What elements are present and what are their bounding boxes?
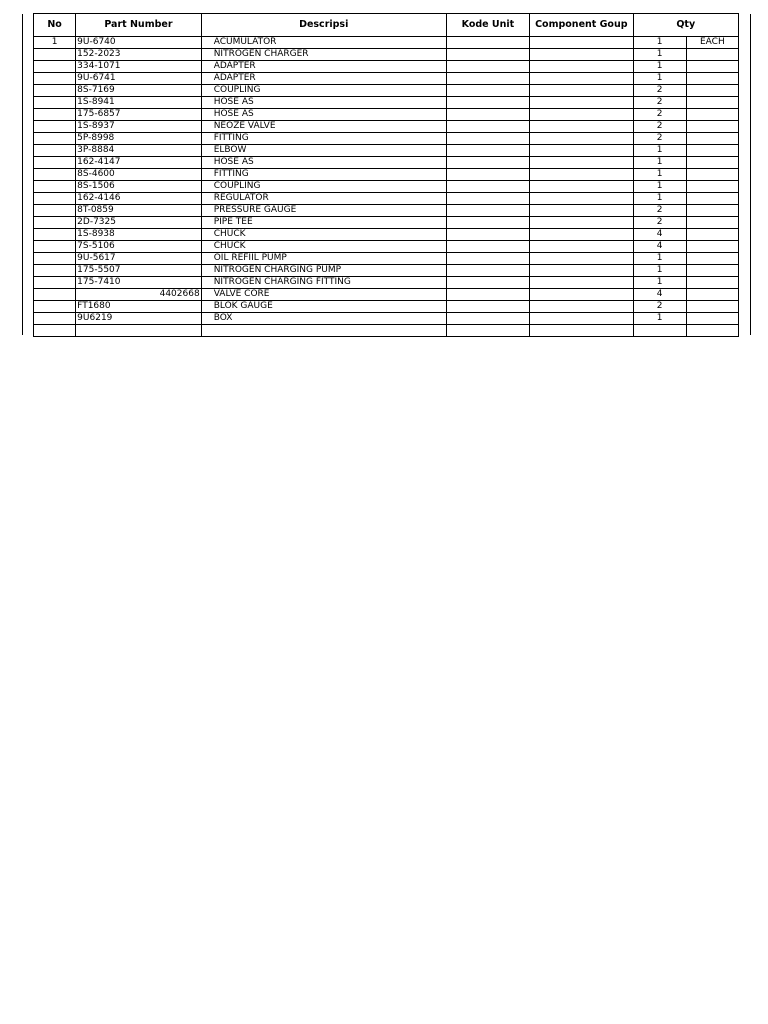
cell-uom: [686, 229, 738, 241]
cell-qty: 2: [633, 217, 686, 229]
cell-component-group: [530, 289, 633, 301]
header-no: No: [34, 14, 76, 37]
cell-part-number: 8S-4600: [76, 169, 202, 181]
table-row: [34, 193, 739, 205]
table-header-row: [34, 14, 739, 37]
table-row: [34, 97, 739, 109]
table-row: [34, 265, 739, 277]
parts-table: [33, 13, 739, 337]
cell-uom: [686, 205, 738, 217]
cell-uom: [686, 241, 738, 253]
cell-description: CHUCK: [201, 229, 446, 241]
cell-kode-unit: [446, 313, 529, 325]
cell-uom: [686, 289, 738, 301]
cell-description: FITTING: [201, 133, 446, 145]
cell-component-group: [530, 37, 633, 49]
cell-description: CHUCK: [201, 241, 446, 253]
cell-part-number: 9U-5617: [76, 253, 202, 265]
page-border-right: [750, 14, 751, 335]
cell-part-number: 8S-1506: [76, 181, 202, 193]
cell-no: [34, 241, 76, 253]
cell-uom: [686, 313, 738, 325]
cell-kode-unit: [446, 253, 529, 265]
cell-part-number: 8S-7169: [76, 85, 202, 97]
table-row: [34, 289, 739, 301]
cell-kode-unit: [446, 241, 529, 253]
cell-no: [34, 277, 76, 289]
cell-no: [34, 121, 76, 133]
cell-qty: 4: [633, 241, 686, 253]
header-part-number: Part Number: [76, 14, 202, 37]
cell-description: OIL REFIIL PUMP: [201, 253, 446, 265]
cell-no: [34, 97, 76, 109]
cell-component-group: [530, 205, 633, 217]
cell-description: NITROGEN CHARGING PUMP: [201, 265, 446, 277]
cell-description: BLOK GAUGE: [201, 301, 446, 313]
cell-component-group: [530, 169, 633, 181]
cell-kode-unit: [446, 73, 529, 85]
cell-qty: 2: [633, 109, 686, 121]
cell-part-number: 175-6857: [76, 109, 202, 121]
header-description: Descripsi: [201, 14, 446, 37]
cell-component-group: [530, 133, 633, 145]
cell-qty: 1: [633, 253, 686, 265]
cell-component-group: [530, 157, 633, 169]
cell-kode-unit: [446, 229, 529, 241]
cell-component-group: [530, 61, 633, 73]
cell-part-number: 175-7410: [76, 277, 202, 289]
cell-qty: 1: [633, 49, 686, 61]
cell-part-number: 334-1071: [76, 61, 202, 73]
cell-qty: 1: [633, 169, 686, 181]
cell-no: [34, 181, 76, 193]
cell-part-number: 4402668: [76, 289, 202, 301]
cell-description: ELBOW: [201, 145, 446, 157]
cell-component-group: [530, 121, 633, 133]
cell-no: [34, 61, 76, 73]
cell-kode-unit: [446, 265, 529, 277]
cell-qty: 1: [633, 157, 686, 169]
cell-component-group: [530, 301, 633, 313]
cell-uom: [686, 181, 738, 193]
table-row: [34, 61, 739, 73]
cell-no: [34, 265, 76, 277]
cell-kode-unit: [446, 97, 529, 109]
table-row: [34, 181, 739, 193]
cell-component-group: [530, 109, 633, 121]
cell-part-number: 162-4146: [76, 193, 202, 205]
cell-description: ADAPTER: [201, 61, 446, 73]
cell-part-number: 175-5507: [76, 265, 202, 277]
cell-qty: 2: [633, 301, 686, 313]
cell-uom: [686, 193, 738, 205]
cell-no: [34, 217, 76, 229]
cell-description: HOSE AS: [201, 157, 446, 169]
cell-description: NITROGEN CHARGING FITTING: [201, 277, 446, 289]
cell-qty: 1: [633, 313, 686, 325]
cell-qty: 4: [633, 289, 686, 301]
cell-component-group: [530, 325, 633, 337]
cell-component-group: [530, 313, 633, 325]
cell-no: [34, 49, 76, 61]
cell-no: [34, 253, 76, 265]
cell-component-group: [530, 97, 633, 109]
page-border-left: [22, 14, 23, 335]
cell-part-number: 5P-8998: [76, 133, 202, 145]
cell-description: [201, 325, 446, 337]
cell-component-group: [530, 241, 633, 253]
cell-component-group: [530, 181, 633, 193]
table-body: [34, 37, 739, 337]
cell-no: [34, 301, 76, 313]
cell-uom: [686, 109, 738, 121]
cell-component-group: [530, 253, 633, 265]
cell-kode-unit: [446, 217, 529, 229]
cell-no: [34, 205, 76, 217]
header-qty: Qty: [633, 14, 738, 37]
cell-kode-unit: [446, 145, 529, 157]
cell-component-group: [530, 73, 633, 85]
cell-qty: 2: [633, 85, 686, 97]
cell-description: REGULATOR: [201, 193, 446, 205]
cell-description: NEOZE VALVE: [201, 121, 446, 133]
cell-kode-unit: [446, 85, 529, 97]
cell-qty: 1: [633, 193, 686, 205]
cell-kode-unit: [446, 157, 529, 169]
cell-qty: 1: [633, 145, 686, 157]
cell-no: [34, 169, 76, 181]
cell-no: [34, 85, 76, 97]
cell-no: [34, 289, 76, 301]
cell-description: COUPLING: [201, 85, 446, 97]
cell-uom: [686, 157, 738, 169]
table-row: [34, 229, 739, 241]
cell-qty: 1: [633, 277, 686, 289]
cell-qty: 1: [633, 61, 686, 73]
cell-uom: [686, 133, 738, 145]
cell-description: FITTING: [201, 169, 446, 181]
cell-kode-unit: [446, 37, 529, 49]
cell-description: ACUMULATOR: [201, 37, 446, 49]
cell-uom: [686, 217, 738, 229]
table-row: [34, 121, 739, 133]
cell-component-group: [530, 49, 633, 61]
table-row: [34, 85, 739, 97]
cell-description: VALVE CORE: [201, 289, 446, 301]
cell-uom: [686, 169, 738, 181]
cell-kode-unit: [446, 181, 529, 193]
cell-kode-unit: [446, 277, 529, 289]
cell-no: 1: [34, 37, 76, 49]
cell-component-group: [530, 265, 633, 277]
table-row: [34, 73, 739, 85]
table-row: [34, 217, 739, 229]
cell-qty: 1: [633, 37, 686, 49]
cell-kode-unit: [446, 133, 529, 145]
cell-no: [34, 229, 76, 241]
cell-uom: [686, 97, 738, 109]
cell-part-number: 9U6219: [76, 313, 202, 325]
cell-part-number: 1S-8941: [76, 97, 202, 109]
cell-uom: EACH: [686, 37, 738, 49]
cell-no: [34, 325, 76, 337]
cell-kode-unit: [446, 301, 529, 313]
header-kode-unit: Kode Unit: [446, 14, 529, 37]
cell-part-number: 9U-6741: [76, 73, 202, 85]
cell-no: [34, 157, 76, 169]
table-row: [34, 157, 739, 169]
table-row: [34, 313, 739, 325]
cell-description: PRESSURE GAUGE: [201, 205, 446, 217]
table-row: [34, 37, 739, 49]
cell-kode-unit: [446, 289, 529, 301]
cell-no: [34, 145, 76, 157]
cell-uom: [686, 277, 738, 289]
table-row: [34, 49, 739, 61]
cell-qty: 2: [633, 205, 686, 217]
cell-component-group: [530, 145, 633, 157]
table-row: [34, 133, 739, 145]
table-row: [34, 253, 739, 265]
cell-uom: [686, 61, 738, 73]
cell-component-group: [530, 193, 633, 205]
cell-kode-unit: [446, 109, 529, 121]
table-row: [34, 109, 739, 121]
cell-uom: [686, 145, 738, 157]
cell-kode-unit: [446, 121, 529, 133]
table-row: [34, 325, 739, 337]
cell-part-number: 1S-8937: [76, 121, 202, 133]
cell-kode-unit: [446, 205, 529, 217]
cell-part-number: 3P-8884: [76, 145, 202, 157]
cell-qty: 2: [633, 97, 686, 109]
cell-component-group: [530, 229, 633, 241]
cell-kode-unit: [446, 61, 529, 73]
cell-component-group: [530, 277, 633, 289]
table-row: [34, 277, 739, 289]
cell-qty: 2: [633, 121, 686, 133]
cell-description: BOX: [201, 313, 446, 325]
cell-kode-unit: [446, 193, 529, 205]
cell-uom: [686, 49, 738, 61]
table-row: [34, 145, 739, 157]
cell-uom: [686, 325, 738, 337]
cell-no: [34, 109, 76, 121]
cell-no: [34, 73, 76, 85]
cell-kode-unit: [446, 49, 529, 61]
cell-qty: 1: [633, 265, 686, 277]
table-row: [34, 241, 739, 253]
cell-part-number: FT1680: [76, 301, 202, 313]
cell-part-number: 152-2023: [76, 49, 202, 61]
cell-qty: 4: [633, 229, 686, 241]
cell-uom: [686, 253, 738, 265]
cell-uom: [686, 73, 738, 85]
cell-part-number: 1S-8938: [76, 229, 202, 241]
cell-part-number: 7S-5106: [76, 241, 202, 253]
cell-description: HOSE AS: [201, 109, 446, 121]
cell-part-number: 9U-6740: [76, 37, 202, 49]
cell-qty: [633, 325, 686, 337]
cell-qty: 2: [633, 133, 686, 145]
cell-no: [34, 193, 76, 205]
cell-part-number: 162-4147: [76, 157, 202, 169]
cell-component-group: [530, 85, 633, 97]
cell-part-number: [76, 325, 202, 337]
cell-no: [34, 133, 76, 145]
table-row: [34, 169, 739, 181]
cell-kode-unit: [446, 169, 529, 181]
cell-uom: [686, 301, 738, 313]
cell-part-number: 2D-7325: [76, 217, 202, 229]
cell-component-group: [530, 217, 633, 229]
table-row: [34, 205, 739, 217]
cell-qty: 1: [633, 73, 686, 85]
cell-kode-unit: [446, 325, 529, 337]
header-component-group: Component Goup: [530, 14, 633, 37]
cell-no: [34, 313, 76, 325]
cell-description: ADAPTER: [201, 73, 446, 85]
cell-uom: [686, 121, 738, 133]
cell-description: HOSE AS: [201, 97, 446, 109]
cell-description: COUPLING: [201, 181, 446, 193]
cell-description: PIPE TEE: [201, 217, 446, 229]
cell-uom: [686, 265, 738, 277]
cell-qty: 1: [633, 181, 686, 193]
cell-part-number: 8T-0859: [76, 205, 202, 217]
cell-uom: [686, 85, 738, 97]
table-row: [34, 301, 739, 313]
cell-description: NITROGEN CHARGER: [201, 49, 446, 61]
